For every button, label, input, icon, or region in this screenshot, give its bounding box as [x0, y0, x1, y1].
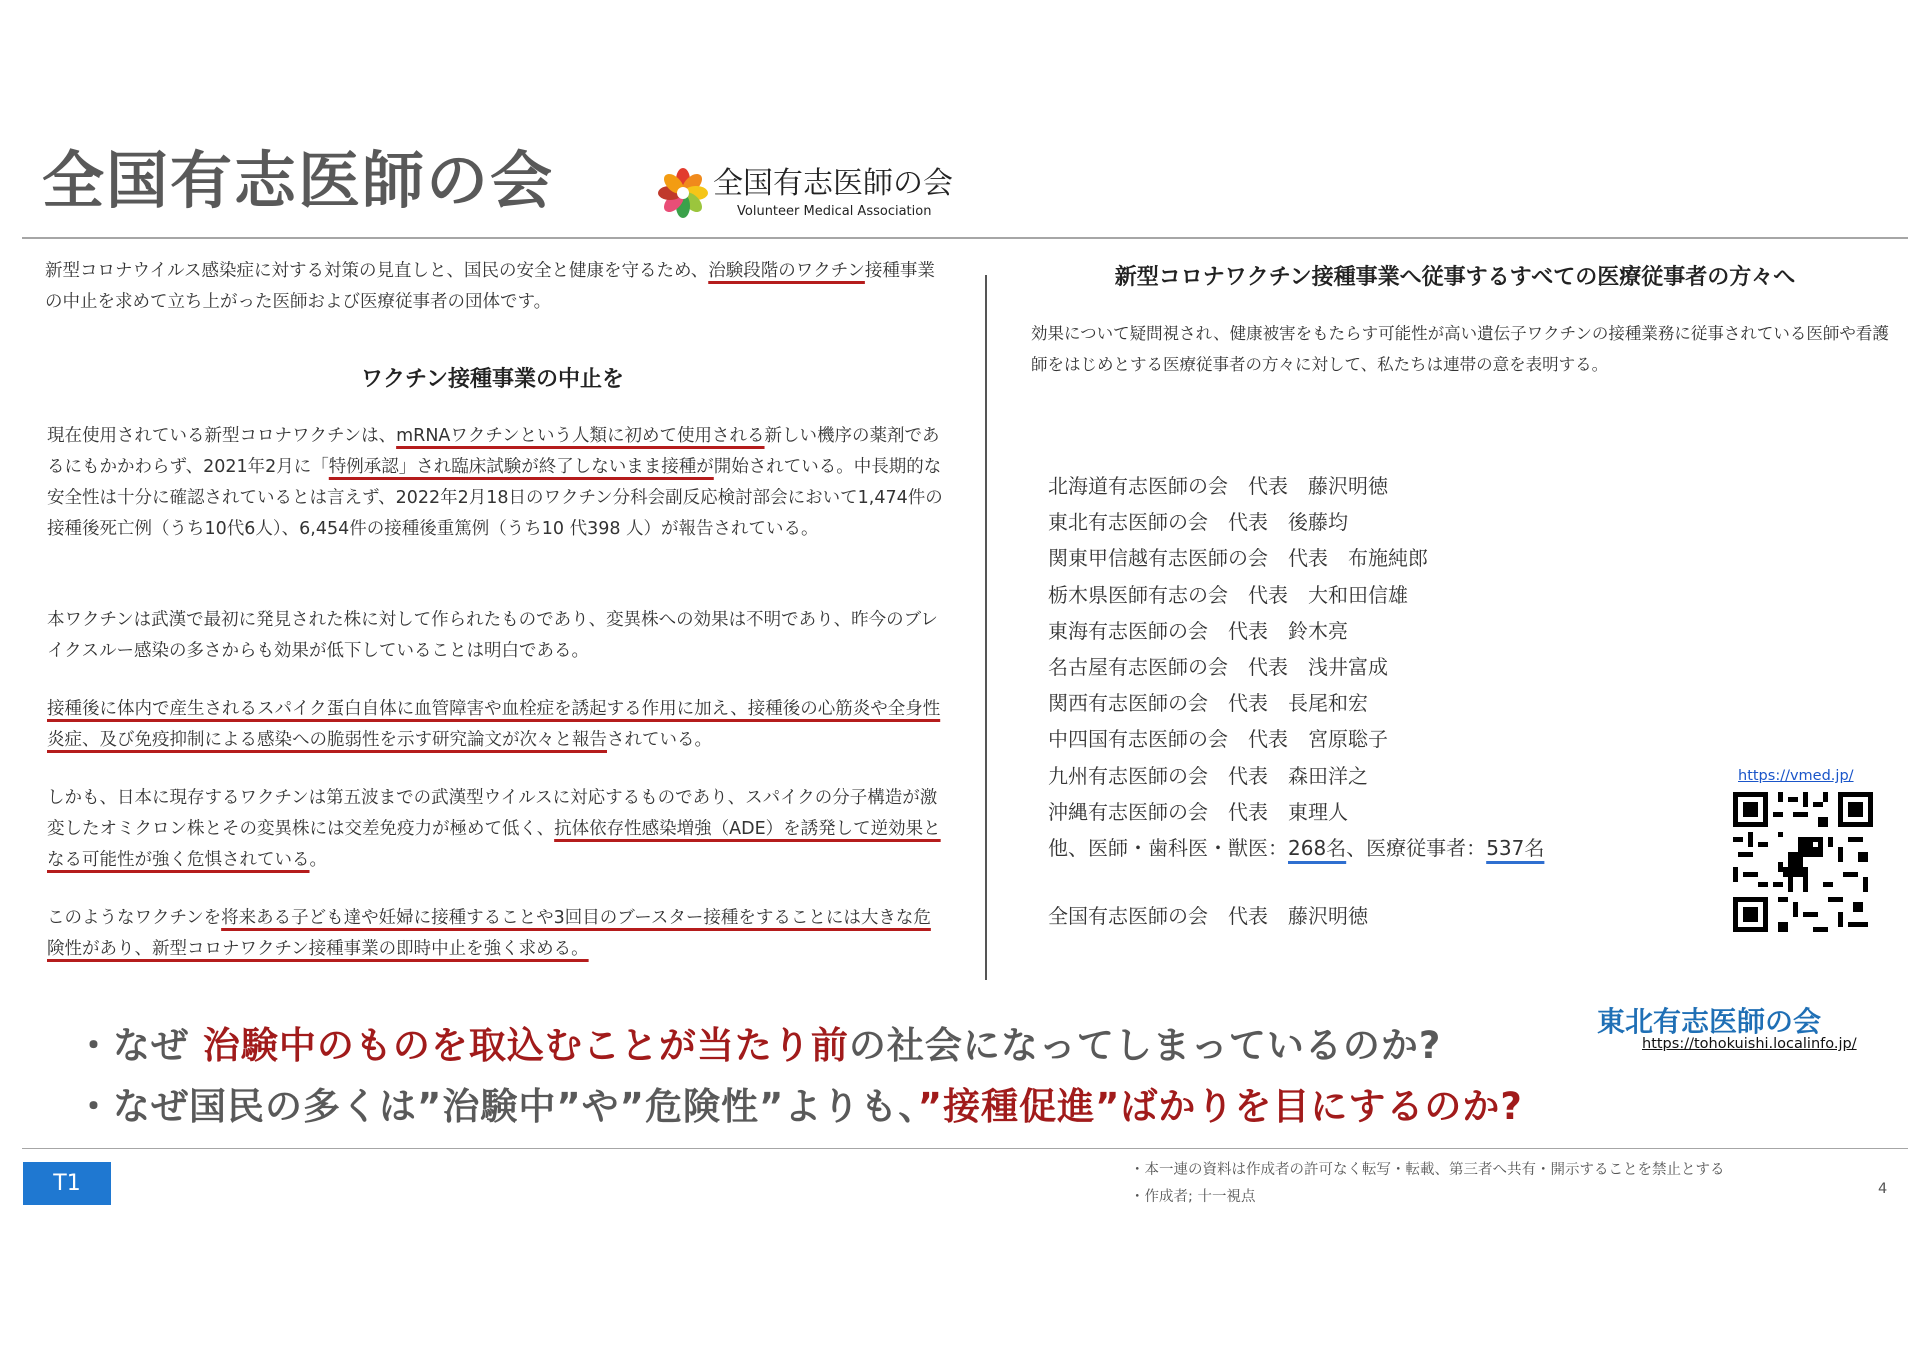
signer-list [1048, 468, 1608, 866]
final-signature: 全国有志医師の会 代表 藤沢明徳 [1048, 904, 1368, 928]
column-divider [985, 275, 987, 980]
top-divider [22, 237, 1908, 239]
signer-row: 北海道有志医師の会 代表 藤沢明徳 [1048, 474, 1388, 498]
signer-row: 名古屋有志医師の会 代表 浅井富成 [1048, 655, 1388, 680]
left-heading: ワクチン接種事業の中止を [361, 367, 624, 392]
paragraph-2: 本ワクチンは武漢で最初に発見された株に対して作られたものであり、変異株への効果は不明であり、昨今のブレイクスルー感染の多さからも効果が低下していることは明白である。 [47, 610, 938, 661]
page-title: 全国有志医師の会 [42, 144, 555, 217]
signer-row: 関東甲信越有志医師の会 代表 布施純郎 [1048, 546, 1428, 571]
right-intro-paragraph: 効果について疑問視され、健康被害をもたらす可能性が高い遺伝子ワクチンの接種業務に従事されている医師や看護師をはじめとする医療従事者の方々に対して、私たちは連帯の意を表明する。 [1031, 324, 1889, 374]
flower-logo-icon [655, 165, 711, 221]
staff-count: 537名 [1486, 836, 1545, 861]
qr-code-icon [1733, 792, 1873, 932]
paragraph-3: 接種後に体内で産生されるスパイク蛋白自体に血管障害や血栓症を誘起する作用に加え、接種後の心筋炎や全身性炎症、及び免疫抑制による感染への脆弱性を示す研究論文が次々と報告されている。 [47, 699, 941, 750]
vmed-link[interactable]: https://vmed.jp/ [1738, 768, 1854, 784]
signer-row: 東海有志医師の会 代表 鈴木亮 [1048, 618, 1348, 643]
logo-text-en: Volunteer Medical Association [737, 204, 932, 219]
tohoku-link[interactable]: https://tohokuishi.localinfo.jp/ [1642, 1036, 1857, 1052]
author-note: ・作成者; 十一視点 [1130, 1189, 1256, 1205]
slide-tag: T1 [23, 1162, 111, 1205]
signer-row: 栃木県医師有志の会 代表 大和田信雄 [1048, 582, 1408, 607]
signer-row: 九州有志医師の会 代表 森田洋之 [1048, 763, 1368, 788]
right-heading: 新型コロナワクチン接種事業へ従事するすべての医療従事者の方々へ [1114, 265, 1796, 290]
signer-row: 沖縄有志医師の会 代表 東理人 [1048, 799, 1348, 824]
signer-row: 中四国有志医師の会 代表 宮原聡子 [1048, 727, 1388, 752]
tohoku-association-name: 東北有志医師の会 [1597, 1005, 1822, 1038]
paragraph-1: 現在使用されている新型コロナワクチンは、mRNAワクチンという人類に初めて使用される新しい機序の薬剤であるにもかかわらず、2021年2月に「特例承認」され臨床試験が終了しないまま接種が開始されている。中長期的な安全性は十分に確認されているとは言えず、2022年2月18日のワクチン分科会副反応検討部会において1,474件の接種後死亡例（うち10代6人）、6,454件の接種後重篤例（うち10 代398 人）が報告されている。 [47, 426, 943, 539]
paragraph-4: しかも、日本に現存するワクチンは第五波までの武漢型ウイルスに対応するものであり、スパイクの分子構造が激変したオミクロン株とその変異株には交差免疫力が極めて低く、抗体依存性感染増強（ADE）を誘発して逆効果となる可能性が強く危惧されている。 [47, 788, 941, 870]
paragraph-5: このようなワクチンを将来ある子ども達や妊婦に接種することや3回目のブースター接種をすることには大きな危険性があり、新型コロナワクチン接種事業の即時中止を強く求める。 [47, 908, 931, 959]
signer-row: 関西有志医師の会 代表 長尾和宏 [1048, 691, 1368, 716]
question-bullet-2: ・なぜ国民の多くは”治験中”や”危険性”よりも、”接種促進”ばかりを目にするのか? [75, 1085, 1523, 1128]
intro-paragraph: 新型コロナウイルス感染症に対する対策の見直しと、国民の安全と健康を守るため、治験段階のワクチン接種事業の中止を求めて立ち上がった医師および医療従事者の団体です。 [45, 261, 935, 312]
copyright-note: ・本一連の資料は作成者の許可なく転写・転載、第三者へ共有・開示することを禁止とする [1130, 1162, 1725, 1178]
page-number: 4 [1878, 1181, 1888, 1197]
signer-row: 東北有志医師の会 代表 後藤均 [1048, 510, 1348, 535]
logo-text-jp: 全国有志医師の会 [713, 166, 953, 201]
bottom-divider [22, 1148, 1908, 1149]
doctor-count: 268名 [1288, 836, 1347, 861]
question-bullet-1: ・なぜ 治験中のものを取込むことが当たり前の社会になってしまっているのか? [75, 1024, 1442, 1067]
association-logo [655, 165, 975, 225]
underline-trial-vaccine: 治験段階のワクチン [708, 261, 865, 281]
others-count-row: 他、医師・歯科医・獣医：268名、医療従事者：537名 [1048, 836, 1545, 861]
